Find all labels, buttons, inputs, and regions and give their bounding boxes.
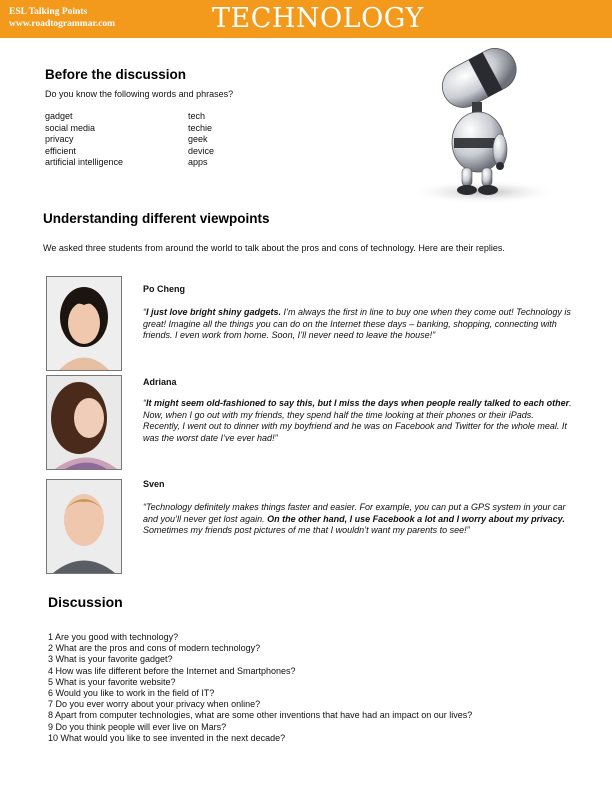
question-item: 5 What is your favorite website? <box>48 676 176 687</box>
question-item: 4 How was life different before the Internet and Smartphones? <box>48 665 296 676</box>
vocab-item: techie <box>188 122 213 133</box>
quote-emphasis: I just love bright shiny gadgets. <box>146 307 282 317</box>
avatar-sven <box>46 479 122 574</box>
header-bar <box>0 0 612 38</box>
vocab-list-right <box>188 111 214 169</box>
quote-mark: “ <box>143 307 146 317</box>
vocab-item: device <box>188 145 215 156</box>
vocab-item: apps <box>188 157 208 168</box>
vocab-item: social media <box>45 122 96 133</box>
vocab-item: efficient <box>45 145 76 156</box>
vocab-item: gadget <box>45 111 73 121</box>
avatar-po-cheng <box>46 276 122 371</box>
vocab-item: tech <box>188 111 206 121</box>
brand-title: ESL Talking Points <box>9 7 88 17</box>
viewpoints-intro: We asked three students from around the world to talk about the pros and cons of technology. Here are their replies. <box>43 243 505 253</box>
quote-text: Sometimes my friends post pictures of me that I wouldn’t want my parents to see!” <box>143 525 470 536</box>
question-item: 1 Are you good with technology? <box>48 632 179 642</box>
before-prompt: Do you know the following words and phrases? <box>45 89 234 99</box>
vocab-item: privacy <box>45 134 74 145</box>
question-item: 8 Apart from computer technologies, what are some other inventions that have had an impact on our lives? <box>48 710 473 721</box>
person-name: Sven <box>143 479 165 489</box>
quote-sven <box>143 502 573 537</box>
vocab-list-left <box>45 111 123 169</box>
brand-block <box>9 7 115 30</box>
quote-text: I’m always the first in line to buy one when they come out! Technology is great! Imagine all the things you can do on the Internet these days – banking, shopping, connecting with friends. I even work from home. Soon, I’ll never need to leave the house!” <box>143 307 571 341</box>
vocab-item: artificial intelligence <box>45 157 124 168</box>
discussion-heading: Discussion <box>48 594 123 610</box>
quote-emphasis: It might seem old-fashioned to say this, but I miss the days when people really talked to each other <box>146 398 570 408</box>
before-heading: Before the discussion <box>45 67 187 82</box>
robot-illustration <box>388 42 560 210</box>
brand-url[interactable]: www.roadtogrammar.com <box>9 18 116 29</box>
quote-text: Technology definitely makes things faster and easier. For example, you can put a GPS system in your car and you’ll never get lost again. <box>143 502 566 524</box>
topic-title: TECHNOLOGY <box>212 3 424 34</box>
question-item: 10 What would you like to see invented in the next decade? <box>48 732 286 743</box>
quote-mark: “ <box>143 502 146 512</box>
quote-adriana <box>143 398 573 444</box>
quote-text: . Now, when I go out with my friends, they spend half the time looking at their phones or their iPads. Recently, I went out to dinner with my boyfriend and he was on Facebook and Twitter for the whole meal. It was the worst date I’ve ever had!” <box>143 398 572 443</box>
question-item: 6 Would you like to work in the field of IT? <box>48 688 215 699</box>
discussion-questions <box>48 632 472 744</box>
quote-mark: “ <box>143 398 146 408</box>
person-name: Po Cheng <box>143 284 185 294</box>
question-item: 9 Do you think people will ever live on Mars? <box>48 721 227 732</box>
question-item: 7 Do you ever worry about your privacy when online? <box>48 699 261 710</box>
question-item: 2 What are the pros and cons of modern technology? <box>48 643 261 654</box>
vocab-item: geek <box>188 134 208 145</box>
quote-emphasis: On the other hand, I use Facebook a lot and I worry about my privacy. <box>267 513 565 524</box>
person-name: Adriana <box>143 377 177 387</box>
viewpoints-heading: Understanding different viewpoints <box>43 211 270 226</box>
quote-po-cheng <box>143 307 573 342</box>
avatar-adriana <box>46 375 122 470</box>
question-item: 3 What is your favorite gadget? <box>48 654 173 665</box>
